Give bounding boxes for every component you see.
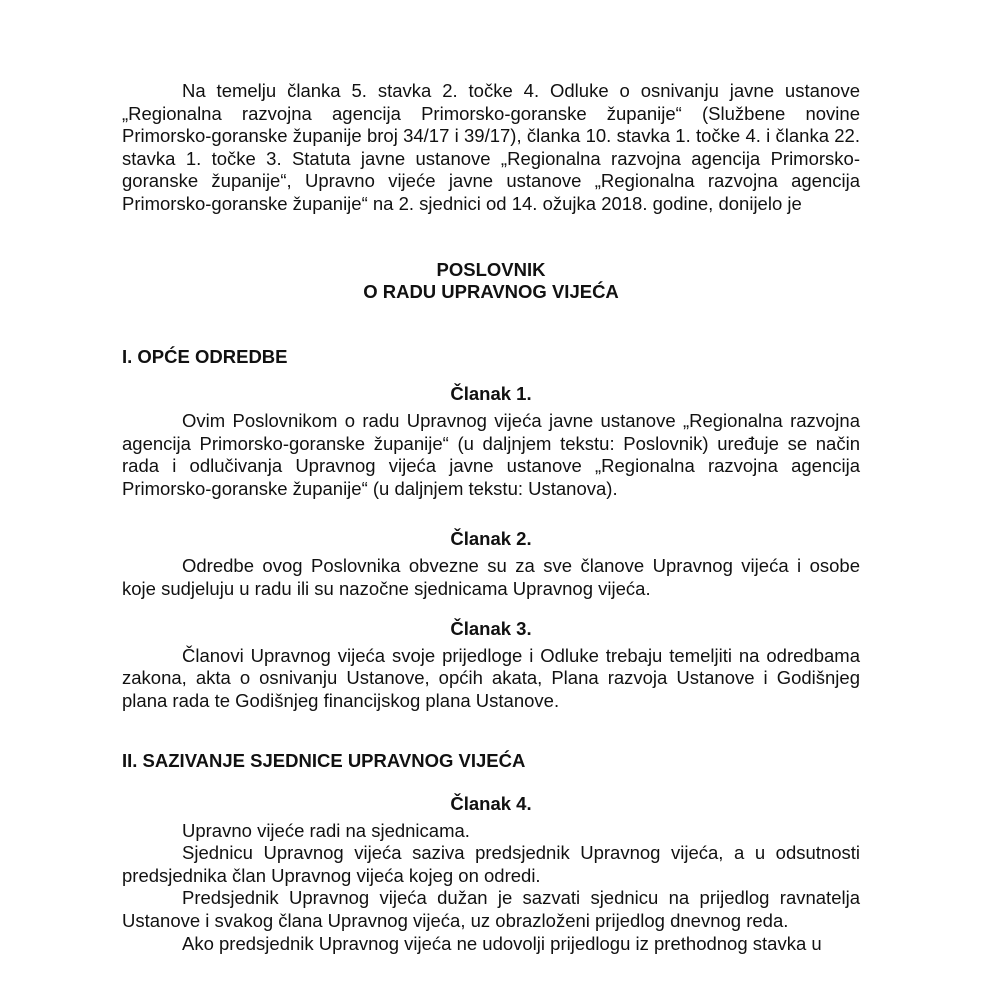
- section-heading-general-provisions: I. OPĆE ODREDBE: [122, 345, 288, 367]
- article-body-1: [122, 410, 860, 500]
- section-heading-convening-sessions: II. SAZIVANJE SJEDNICE UPRAVNOG VIJEĆA: [122, 750, 526, 772]
- document-title-line-2: O RADU UPRAVNOG VIJEĆA: [363, 281, 619, 303]
- document-page: [122, 80, 860, 955]
- article-4-paragraph-3: Predsjednik Upravnog vijeća dužan je sazvati sjednicu na prijedlog ravnatelja Ustanove i svakog člana Upravnog vijeća, uz obrazloženi prijedlog dnevnog reda.: [122, 887, 860, 932]
- article-body-4: [122, 820, 860, 956]
- article-1-paragraph-1: Ovim Poslovnikom o radu Upravnog vijeća javne ustanove „Regionalna razvojna agencija Primorsko-goranske županije“ (u daljnjem tekstu: Poslovnik) uređuje se način rada i odlučivanja Upravnog vijeća javne ustanove „Regionalna razvojna agencija Primorsko-goranske županije“ (u daljnjem tekstu: Ustanova).: [122, 409, 860, 499]
- article-3-paragraph-1: Članovi Upravnog vijeća svoje prijedloge i Odluke trebaju temeljiti na odredbama zakona, akta o osnivanju Ustanove, općih akata, Plana razvoja Ustanove i Godišnjeg plana rada te Godišnjeg financijskog plana Ustanove.: [122, 644, 860, 711]
- document-title-line-1: POSLOVNIK: [436, 258, 546, 280]
- article-heading-4: Članak 4.: [450, 793, 532, 815]
- document-title: [122, 259, 860, 304]
- article-heading-3: Članak 3.: [450, 618, 532, 640]
- article-4-paragraph-2: Sjednicu Upravnog vijeća saziva predsjednik Upravnog vijeća, a u odsutnosti predsjednika član Upravnog vijeća kojeg on odredi.: [122, 842, 860, 886]
- article-body-2: [122, 555, 860, 600]
- article-4-paragraph-4: Ako predsjednik Upravnog vijeća ne udovolji prijedlogu iz prethodnog stavka u: [182, 932, 822, 954]
- preamble-paragraph: Na temelju članka 5. stavka 2. točke 4. Odluke o osnivanju javne ustanove „Regionalna razvojna agencija Primorsko-goranske županije“ (Službene novine Primorsko-goranske županije broj 34/17 i 39/17), članka 10. stavka 1. točke 4. i članka 22. stavka 1. točke 3. Statuta javne ustanove „Regionalna razvojna agencija Primorsko-goranske županije“, Upravno vijeće javne ustanove „Regionalna razvojna agencija Primorsko-goranske županije“ na 2. sjednici od 14. ožujka 2018. godine, donijelo je: [122, 80, 860, 214]
- article-heading-1: Članak 1.: [450, 383, 532, 405]
- article-heading-2: Članak 2.: [450, 528, 532, 550]
- article-4-paragraph-1: Upravno vijeće radi na sjednicama.: [182, 819, 470, 841]
- article-body-3: [122, 645, 860, 713]
- article-2-paragraph-1: Odredbe ovog Poslovnika obvezne su za sve članove Upravnog vijeća i osobe koje sudjeluju u radu ili su nazočne sjednicama Upravnog vijeća.: [122, 554, 860, 599]
